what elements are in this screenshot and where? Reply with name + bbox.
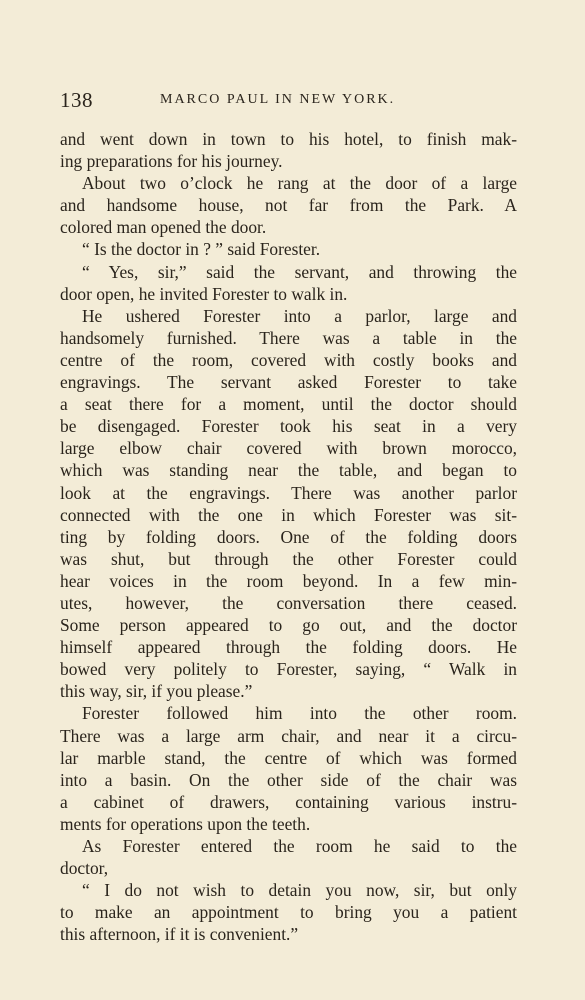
- text-line: Some person appeared to go out, and the doctor: [60, 615, 517, 636]
- text-line: into a basin. On the other side of the chair was: [60, 769, 517, 790]
- text-line: was shut, but through the other Forester could: [60, 548, 517, 569]
- text-line: “ I do not wish to detain you now, sir, but only: [82, 880, 517, 901]
- text-line: and handsome house, not far from the Park. A: [60, 195, 517, 216]
- text-line: handsomely furnished. There was a table in the: [60, 327, 517, 348]
- text-line: a seat there for a moment, until the doctor should: [60, 394, 517, 415]
- text-line: As Forester entered the room he said to the: [82, 836, 517, 856]
- text-line: “ Is the doctor in ? ” said Forester.: [82, 239, 321, 260]
- text-line: and went down in town to his hotel, to finish mak-: [60, 129, 517, 149]
- text-line: lar marble stand, the centre of which was formed: [60, 747, 517, 768]
- text-line: which was standing near the table, and began to: [60, 460, 517, 481]
- text-line: About two o’clock he rang at the door of a large: [82, 173, 517, 194]
- text-line: doctor,: [60, 858, 109, 879]
- text-line: this afternoon, if it is convenient.”: [60, 924, 299, 945]
- running-title: MARCO PAUL IN NEW YORK.: [160, 92, 396, 107]
- text-line: engravings. The servant asked Forester to take: [60, 372, 517, 393]
- text-line: utes, however, the conversation there ceased.: [60, 592, 517, 613]
- text-line: centre of the room, covered with costly books and: [60, 349, 517, 370]
- text-line: ments for operations upon the teeth.: [60, 813, 311, 834]
- text-line: look at the engravings. There was another parlor: [60, 482, 517, 503]
- text-line: “ Yes, sir,” said the servant, and throwing the: [82, 261, 517, 282]
- text-line: Forester followed him into the other room.: [82, 703, 517, 724]
- text-line: be disengaged. Forester took his seat in a very: [60, 416, 517, 437]
- text-line: ing preparations for his journey.: [60, 151, 283, 172]
- text-line: himself appeared through the folding doors. He: [60, 637, 517, 658]
- text-line: to make an appointment to bring you a patient: [60, 902, 517, 923]
- page-number: 138: [60, 88, 93, 112]
- text-line: There was a large arm chair, and near it a circu-: [60, 725, 517, 746]
- text-line: hear voices in the room beyond. In a few min-: [60, 570, 517, 591]
- text-line: a cabinet of drawers, containing various instru-: [60, 791, 517, 812]
- text-line: door open, he invited Forester to walk in.: [60, 283, 348, 304]
- text-line: colored man opened the door.: [60, 217, 267, 238]
- text-line: He ushered Forester into a parlor, large and: [82, 305, 517, 326]
- text-line: this way, sir, if you please.”: [60, 681, 253, 702]
- text-line: ting by folding doors. One of the folding doors: [60, 526, 517, 547]
- body-text: [60, 128, 517, 945]
- text-line: large elbow chair covered with brown morocco,: [60, 438, 517, 459]
- page-header: [60, 88, 517, 114]
- text-line: bowed very politely to Forester, saying, “ Walk in: [60, 659, 517, 680]
- text-line: connected with the one in which Forester was sit-: [60, 504, 517, 525]
